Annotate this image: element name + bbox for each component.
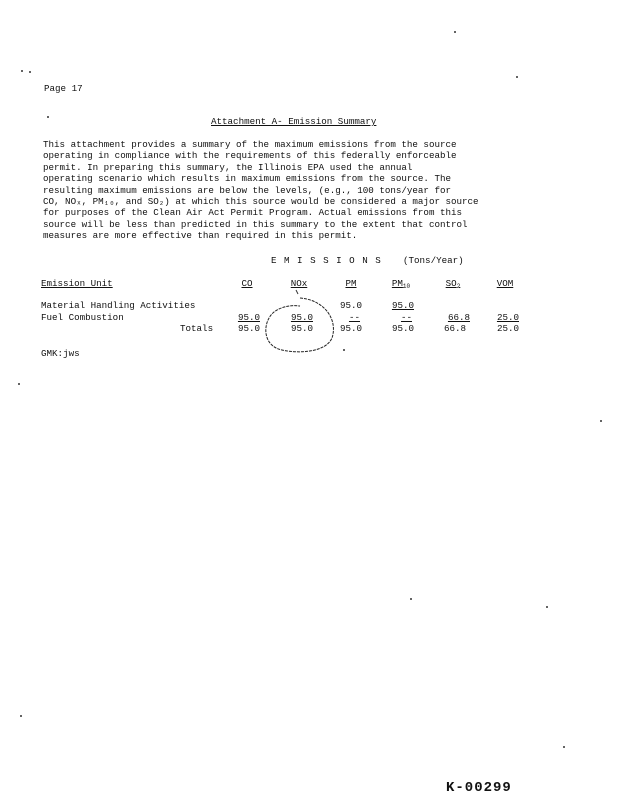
page-number: Page 17 bbox=[44, 83, 83, 94]
scan-speck bbox=[343, 349, 345, 351]
row-label-fuel-combustion: Fuel Combustion bbox=[41, 312, 124, 323]
table-cell: -- bbox=[348, 312, 360, 323]
intro-line: for purposes of the Clean Air Act Permit Program. Actual emissions from this bbox=[43, 207, 463, 219]
total-cell: 66.8 bbox=[443, 323, 466, 334]
intro-line: resulting maximum emissions are below the levels, (e.g., 100 tons/year for bbox=[43, 184, 451, 196]
table-cell: 95.0 bbox=[339, 300, 362, 311]
table-cell: 95.0 bbox=[391, 300, 414, 311]
scan-speck bbox=[29, 71, 31, 73]
table-cell: -- bbox=[400, 312, 412, 323]
scan-speck bbox=[21, 70, 23, 72]
total-cell: 95.0 bbox=[290, 323, 313, 334]
column-header-co: CO bbox=[241, 278, 253, 289]
totals-label: Totals bbox=[180, 323, 214, 334]
intro-line: This attachment provides a summary of the maximum emissions from the source bbox=[43, 139, 457, 150]
scan-speck bbox=[47, 116, 49, 118]
table-cell: 95.0 bbox=[290, 312, 313, 323]
scan-speck bbox=[563, 746, 565, 748]
intro-line: operating in compliance with the requirements of this federally enforceable bbox=[43, 150, 457, 162]
emission-unit-header: Emission Unit bbox=[41, 278, 113, 289]
scan-speck bbox=[546, 606, 548, 608]
table-cell: 25.0 bbox=[496, 312, 519, 323]
scan-speck bbox=[516, 76, 518, 78]
total-cell: 95.0 bbox=[339, 323, 362, 334]
column-header-pm10: $PM_{10}$ bbox=[391, 278, 411, 290]
column-header-nox: NOx bbox=[290, 278, 308, 289]
emissions-group-label: E M I S S I O N S bbox=[271, 255, 382, 266]
scan-speck bbox=[410, 598, 412, 600]
bates-stamp: K-00299 bbox=[446, 780, 512, 796]
intro-line: CO, NOₓ, PM₁₀, and SO₂) at which this source would be considered a major source bbox=[43, 196, 479, 208]
scan-speck bbox=[18, 383, 20, 385]
emissions-units: (Tons/Year) bbox=[403, 255, 464, 266]
intro-line: measures are more effective than required in this permit. bbox=[43, 230, 358, 242]
table-cell: 95.0 bbox=[237, 312, 260, 323]
table-cell: 66.8 bbox=[447, 312, 470, 323]
column-header-vom: VOM bbox=[496, 278, 514, 289]
author-initials: GMK:jws bbox=[41, 348, 80, 359]
scan-speck bbox=[20, 715, 22, 717]
intro-line: permit. In preparing this summary, the Illinois EPA used the annual bbox=[43, 161, 413, 173]
total-cell: 95.0 bbox=[237, 323, 260, 334]
row-label-material-handling: Material Handling Activities bbox=[41, 300, 196, 311]
intro-line: source will be less than predicted in this summary to the extent that control bbox=[43, 218, 468, 230]
column-header-so2: $SO_2$ bbox=[445, 278, 461, 290]
scan-speck bbox=[454, 31, 456, 33]
intro-line: operating scenario which results in maximum emissions from the source. The bbox=[43, 173, 451, 185]
column-header-pm: PM bbox=[345, 278, 357, 289]
attachment-title: Attachment A- Emission Summary bbox=[211, 116, 377, 127]
total-cell: 25.0 bbox=[496, 323, 519, 334]
total-cell: 95.0 bbox=[391, 323, 414, 334]
scan-speck bbox=[600, 420, 602, 422]
